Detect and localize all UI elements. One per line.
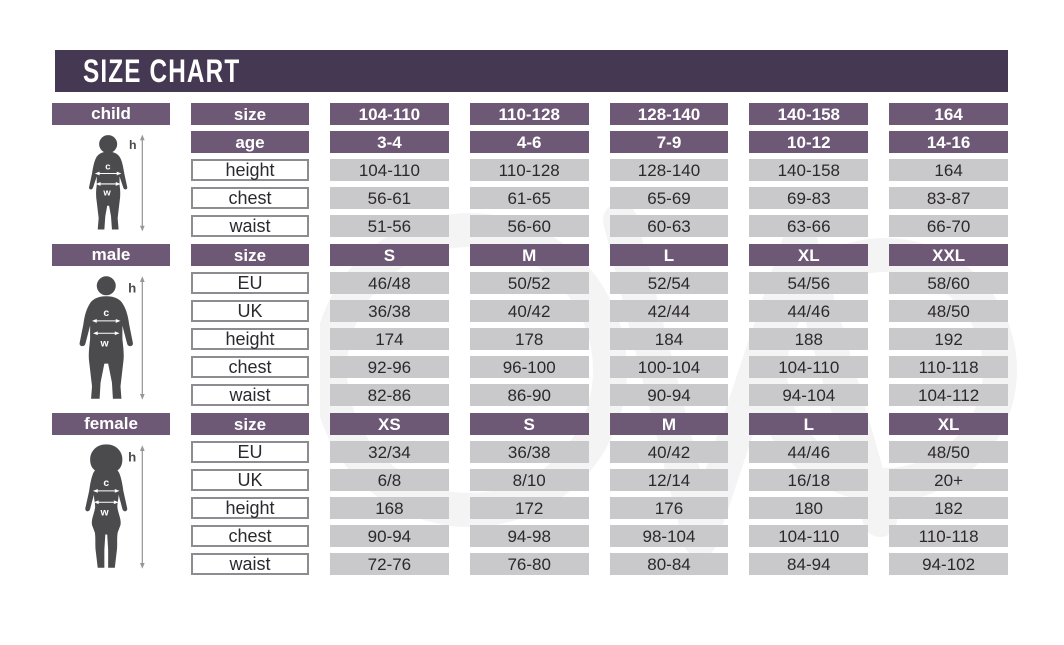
male-EU-value-4: 54/56 — [749, 272, 868, 294]
male-chest-value-1: 92-96 — [330, 356, 449, 378]
male-height-value-2: 178 — [470, 328, 589, 350]
male-sidebar — [52, 244, 170, 406]
child-chest-value-5: 83-87 — [889, 187, 1008, 209]
male-chest-value-2: 96-100 — [470, 356, 589, 378]
male-size-value-3: L — [610, 244, 729, 266]
female-EU-value-2: 36/38 — [470, 441, 589, 463]
male-waist-value-1: 82-86 — [330, 384, 449, 406]
female-size-value-5: XL — [889, 413, 1008, 435]
section-male — [52, 244, 1008, 406]
male-figure — [52, 266, 170, 406]
male-waist-label: w — [100, 338, 109, 350]
male-waist-value-3: 90-94 — [610, 384, 729, 406]
child-age-value-3: 7-9 — [610, 131, 729, 153]
female-waist-value-2: 76-80 — [470, 553, 589, 575]
male-UK-value-5: 48/50 — [889, 300, 1008, 322]
child-age-value-4: 10-12 — [749, 131, 868, 153]
child-size-value-1: 104-110 — [330, 103, 449, 125]
child-row-label-chest: chest — [191, 187, 309, 209]
section-header-child: child — [52, 103, 170, 125]
size-tables — [52, 103, 1008, 582]
child-chest-value-3: 65-69 — [610, 187, 729, 209]
female-size-value-2: S — [470, 413, 589, 435]
male-waist-value-4: 94-104 — [749, 384, 868, 406]
female-EU-value-5: 48/50 — [889, 441, 1008, 463]
section-child — [52, 103, 1008, 237]
female-UK-value-2: 8/10 — [470, 469, 589, 491]
female-chest-value-5: 110-118 — [889, 525, 1008, 547]
female-waist-value-4: 84-94 — [749, 553, 868, 575]
male-UK-value-3: 42/44 — [610, 300, 729, 322]
child-silhouette-icon — [55, 130, 167, 236]
child-waist-value-3: 60-63 — [610, 215, 729, 237]
child-size-value-5: 164 — [889, 103, 1008, 125]
child-row-label-waist: waist — [191, 215, 309, 237]
female-EU-value-3: 40/42 — [610, 441, 729, 463]
female-row-label-chest: chest — [191, 525, 309, 547]
child-chest-value-4: 69-83 — [749, 187, 868, 209]
female-row-label-size: size — [191, 413, 309, 435]
male-size-value-4: XL — [749, 244, 868, 266]
child-size-value-4: 140-158 — [749, 103, 868, 125]
male-EU-value-3: 52/54 — [610, 272, 729, 294]
female-chest-value-4: 104-110 — [749, 525, 868, 547]
section-header-female: female — [52, 413, 170, 435]
female-size-value-4: L — [749, 413, 868, 435]
child-sidebar — [52, 103, 170, 237]
child-waist-value-2: 56-60 — [470, 215, 589, 237]
child-age-value-1: 3-4 — [330, 131, 449, 153]
male-height-value-4: 188 — [749, 328, 868, 350]
child-chest-label: c — [105, 161, 111, 173]
child-chest-value-1: 56-61 — [330, 187, 449, 209]
male-chest-value-4: 104-110 — [749, 356, 868, 378]
male-height-value-1: 174 — [330, 328, 449, 350]
female-row-label-waist: waist — [191, 553, 309, 575]
child-size-value-2: 110-128 — [470, 103, 589, 125]
female-waist-label: w — [100, 507, 109, 519]
male-UK-value-4: 44/46 — [749, 300, 868, 322]
male-row-label-waist: waist — [191, 384, 309, 406]
female-UK-value-3: 12/14 — [610, 469, 729, 491]
female-height-value-2: 172 — [470, 497, 589, 519]
female-size-value-3: M — [610, 413, 729, 435]
child-age-value-2: 4-6 — [470, 131, 589, 153]
female-height-value-5: 182 — [889, 497, 1008, 519]
male-waist-value-2: 86-90 — [470, 384, 589, 406]
child-height-value-2: 110-128 — [470, 159, 589, 181]
male-silhouette-icon — [55, 271, 167, 405]
female-height-value-3: 176 — [610, 497, 729, 519]
female-size-value-1: XS — [330, 413, 449, 435]
male-chest-value-3: 100-104 — [610, 356, 729, 378]
child-waist-value-5: 66-70 — [889, 215, 1008, 237]
male-size-value-5: XXL — [889, 244, 1008, 266]
male-EU-value-5: 58/60 — [889, 272, 1008, 294]
child-age-value-5: 14-16 — [889, 131, 1008, 153]
page-title: SIZE CHART — [83, 52, 241, 89]
male-size-value-1: S — [330, 244, 449, 266]
male-waist-value-5: 104-112 — [889, 384, 1008, 406]
female-UK-value-5: 20+ — [889, 469, 1008, 491]
male-row-label-size: size — [191, 244, 309, 266]
child-height-value-1: 104-110 — [330, 159, 449, 181]
title-banner — [55, 50, 1008, 92]
male-height-value-3: 184 — [610, 328, 729, 350]
child-row-label-height: height — [191, 159, 309, 181]
female-row-label-height: height — [191, 497, 309, 519]
child-chest-value-2: 61-65 — [470, 187, 589, 209]
female-row-label-UK: UK — [191, 469, 309, 491]
child-row-label-size: size — [191, 103, 309, 125]
section-header-male: male — [52, 244, 170, 266]
child-height-label: h — [129, 137, 137, 152]
female-sidebar — [52, 413, 170, 575]
male-UK-value-2: 40/42 — [470, 300, 589, 322]
child-waist-value-4: 63-66 — [749, 215, 868, 237]
female-chest-value-2: 94-98 — [470, 525, 589, 547]
female-chest-value-1: 90-94 — [330, 525, 449, 547]
child-waist-label: w — [103, 187, 111, 199]
child-height-value-3: 128-140 — [610, 159, 729, 181]
female-UK-value-4: 16/18 — [749, 469, 868, 491]
male-UK-value-1: 36/38 — [330, 300, 449, 322]
female-figure — [52, 435, 170, 575]
male-chest-value-5: 110-118 — [889, 356, 1008, 378]
female-height-label: h — [128, 449, 137, 465]
child-size-value-3: 128-140 — [610, 103, 729, 125]
section-female — [52, 413, 1008, 575]
child-figure — [52, 125, 170, 237]
female-height-value-1: 168 — [330, 497, 449, 519]
male-row-label-chest: chest — [191, 356, 309, 378]
male-height-label: h — [128, 280, 137, 296]
female-chest-value-3: 98-104 — [610, 525, 729, 547]
female-row-label-EU: EU — [191, 441, 309, 463]
female-EU-value-4: 44/46 — [749, 441, 868, 463]
male-EU-value-2: 50/52 — [470, 272, 589, 294]
male-chest-label: c — [103, 308, 110, 320]
female-chest-label: c — [103, 478, 110, 490]
child-waist-value-1: 51-56 — [330, 215, 449, 237]
male-row-label-UK: UK — [191, 300, 309, 322]
child-height-value-4: 140-158 — [749, 159, 868, 181]
male-row-label-height: height — [191, 328, 309, 350]
female-waist-value-5: 94-102 — [889, 553, 1008, 575]
child-height-value-5: 164 — [889, 159, 1008, 181]
male-size-value-2: M — [470, 244, 589, 266]
male-row-label-EU: EU — [191, 272, 309, 294]
female-EU-value-1: 32/34 — [330, 441, 449, 463]
female-UK-value-1: 6/8 — [330, 469, 449, 491]
female-silhouette-icon — [55, 440, 167, 574]
female-waist-value-1: 72-76 — [330, 553, 449, 575]
female-height-value-4: 180 — [749, 497, 868, 519]
female-waist-value-3: 80-84 — [610, 553, 729, 575]
male-height-value-5: 192 — [889, 328, 1008, 350]
male-EU-value-1: 46/48 — [330, 272, 449, 294]
child-row-label-age: age — [191, 131, 309, 153]
